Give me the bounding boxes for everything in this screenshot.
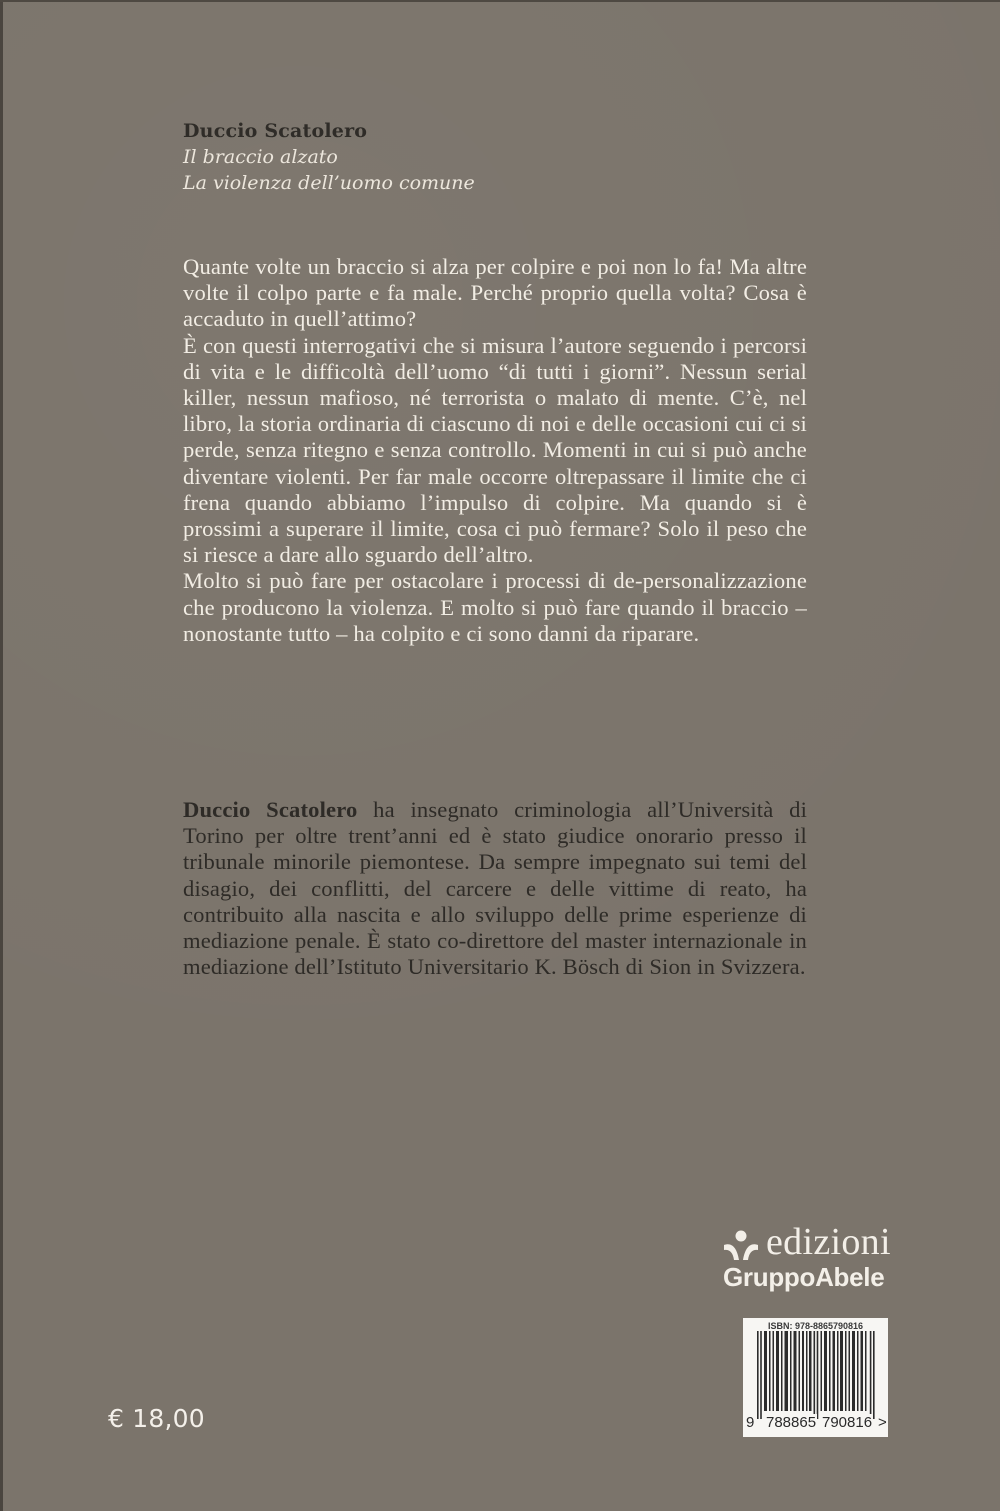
cover-top-edge [0,0,1000,2]
publisher-logo [722,1221,922,1298]
barcode-bars [757,1331,875,1419]
isbn-barcode [743,1318,888,1437]
book-title: Il braccio alzato [183,146,338,168]
publisher-name-line2: GruppoAbele [723,1262,885,1292]
book-blurb [183,254,807,647]
blurb-paragraph: Quante volte un braccio si alza per colpire e poi non lo fa! Ma altre volte il colpo parte e fa male. Perché proprio quella volta? Cosa è accaduto in quell’attimo? [183,254,807,332]
cover-left-edge [0,0,3,1511]
blurb-paragraph: È con questi interrogativi che si misura l’autore seguendo i percorsi di vita e le difficoltà dell’uomo “di tutti i giorni”. Nessun serial killer, nessun mafioso, né terrorista o malato di mente. C’è, nel libro, la storia ordinaria di ciascuno di noi e delle occasioni cui ci si perde, senza ritegno e senza controllo. Momenti in cui si può anche diventare violenti. Per far male occorre oltrepassare il limite che ci frena quando abbiamo l’impulso di colpire. Ma quando si è prossimi a superare il limite, cosa ci può fermare? Solo il peso che si riesce a dare allo sguardo dell’altro. [183,332,807,568]
barcode-end-mark: > [878,1414,887,1431]
book-header [183,118,683,196]
publisher-name-line1: edizioni [766,1221,891,1263]
isbn-label: ISBN: 978-8865790816 [767,1321,864,1331]
author-bio [183,797,807,980]
barcode-digit-first: 9 [746,1414,755,1431]
book-subtitle: La violenza dell’uomo comune [183,172,475,194]
blurb-paragraph: Molto si può fare per ostacolare i processi di de-personalizzazione che producono la violenza. E molto si può fare quando il braccio – nonostante tutto – ha colpito e ci sono danni da riparare. [183,568,807,646]
person-arms-raised-icon [722,1230,760,1262]
bio-author-name: Duccio Scatolero [183,797,358,822]
bio-text: ha insegnato criminologia all’Università di Torino per oltre trent’anni ed è stato giudice onorario presso il tribunale minorile piemontese. Da sempre impegnato sui temi del disagio, dei conflitti, del carcere e delle vittime di reato, ha contribuito alla nascita e allo sviluppo delle prime esperienze di mediazione penale. È stato co-direttore del master internazionale in mediazione dell’Istituto Universitario K. Bösch di Sion in Svizzera. [183,797,807,980]
barcode-digits-right: 790816 [822,1414,873,1431]
price-label: € 18,00 [108,1404,205,1433]
barcode-digits-left: 788865 [766,1414,817,1431]
author-name: Duccio Scatolero [183,120,368,142]
